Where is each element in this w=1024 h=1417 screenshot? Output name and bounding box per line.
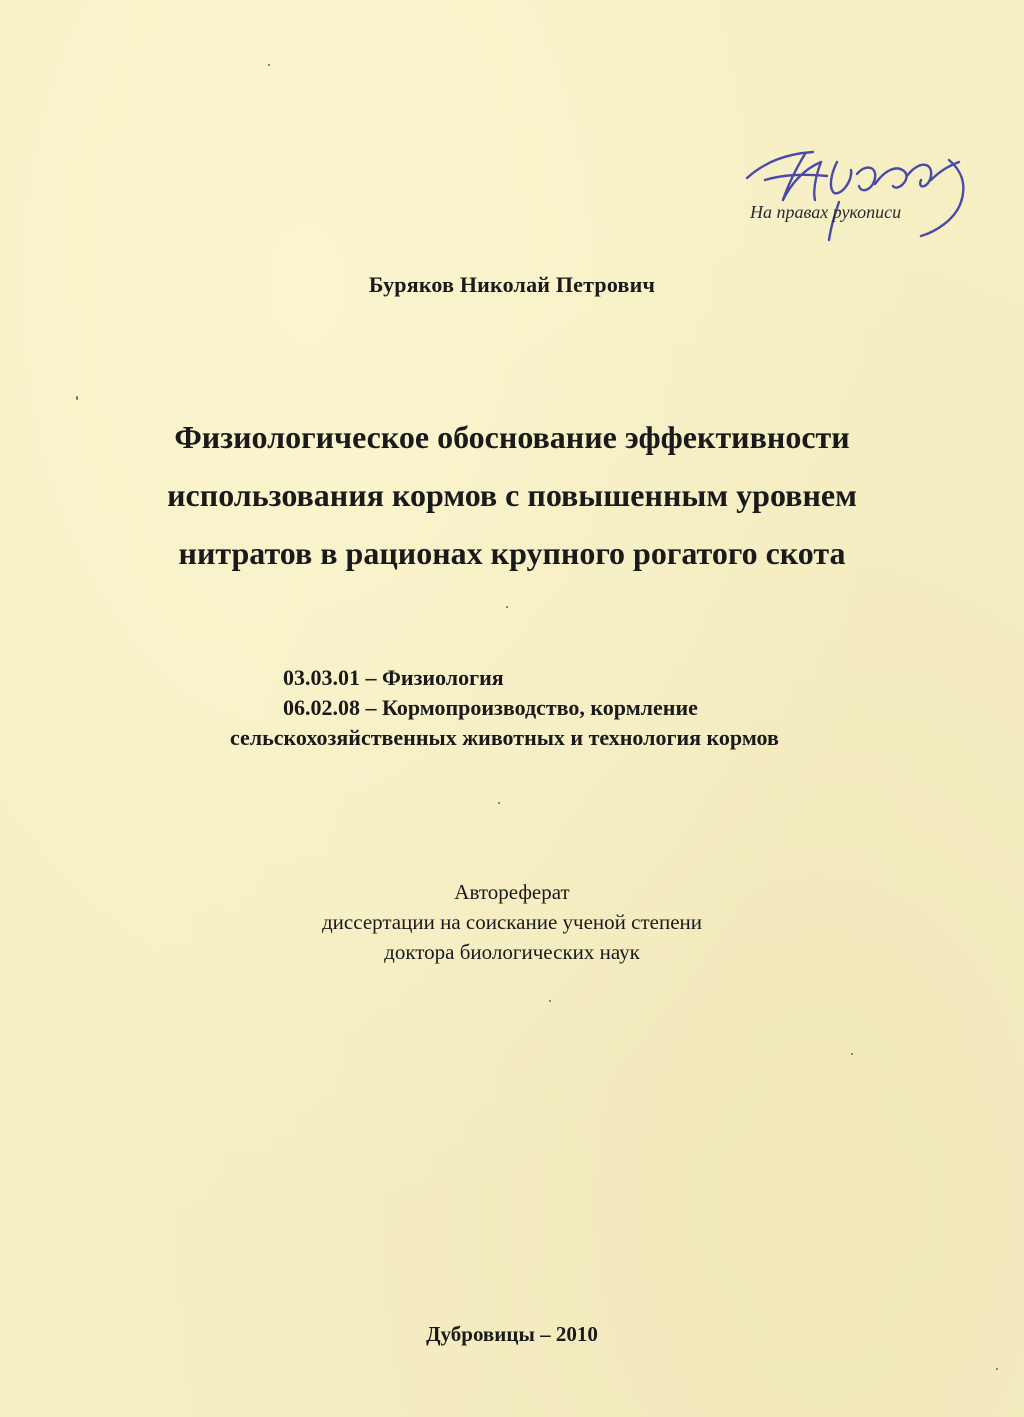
abstract-description xyxy=(0,877,1024,967)
author-name: Буряков Николай Петрович xyxy=(368,272,656,297)
abstract-type: Автореферат xyxy=(454,880,570,904)
place-and-year: Дубровицы – 2010 xyxy=(426,1322,598,1346)
paper-speck xyxy=(996,1368,998,1370)
handwritten-signature xyxy=(735,140,985,250)
specialty-feed-production: 06.02.08 – Кормопроизводство, кормление xyxy=(283,695,698,720)
title-line: использования кормов с повышенным уровнем xyxy=(167,477,857,513)
paper-speck xyxy=(498,802,500,804)
paper-speck xyxy=(506,606,508,608)
paper-speck xyxy=(76,396,78,400)
abstract-purpose: диссертации на соискание ученой степени xyxy=(322,910,702,934)
paper-speck xyxy=(851,1053,853,1055)
title-line: Физиологическое обоснование эффективности xyxy=(174,419,850,455)
manuscript-rights-note: На правах рукописи xyxy=(750,202,902,222)
paper-speck xyxy=(549,1000,551,1002)
title-line: нитратов в рационах крупного рогатого скота xyxy=(178,535,846,571)
specialty-physiology: 03.03.01 – Физиология xyxy=(283,665,504,690)
abstract-degree: доктора биологических наук xyxy=(384,940,640,964)
dissertation-title xyxy=(80,408,944,582)
paper-speck xyxy=(268,64,270,66)
specialty-feed-production-cont: сельскохозяйственных животных и технология кормов xyxy=(230,725,779,750)
